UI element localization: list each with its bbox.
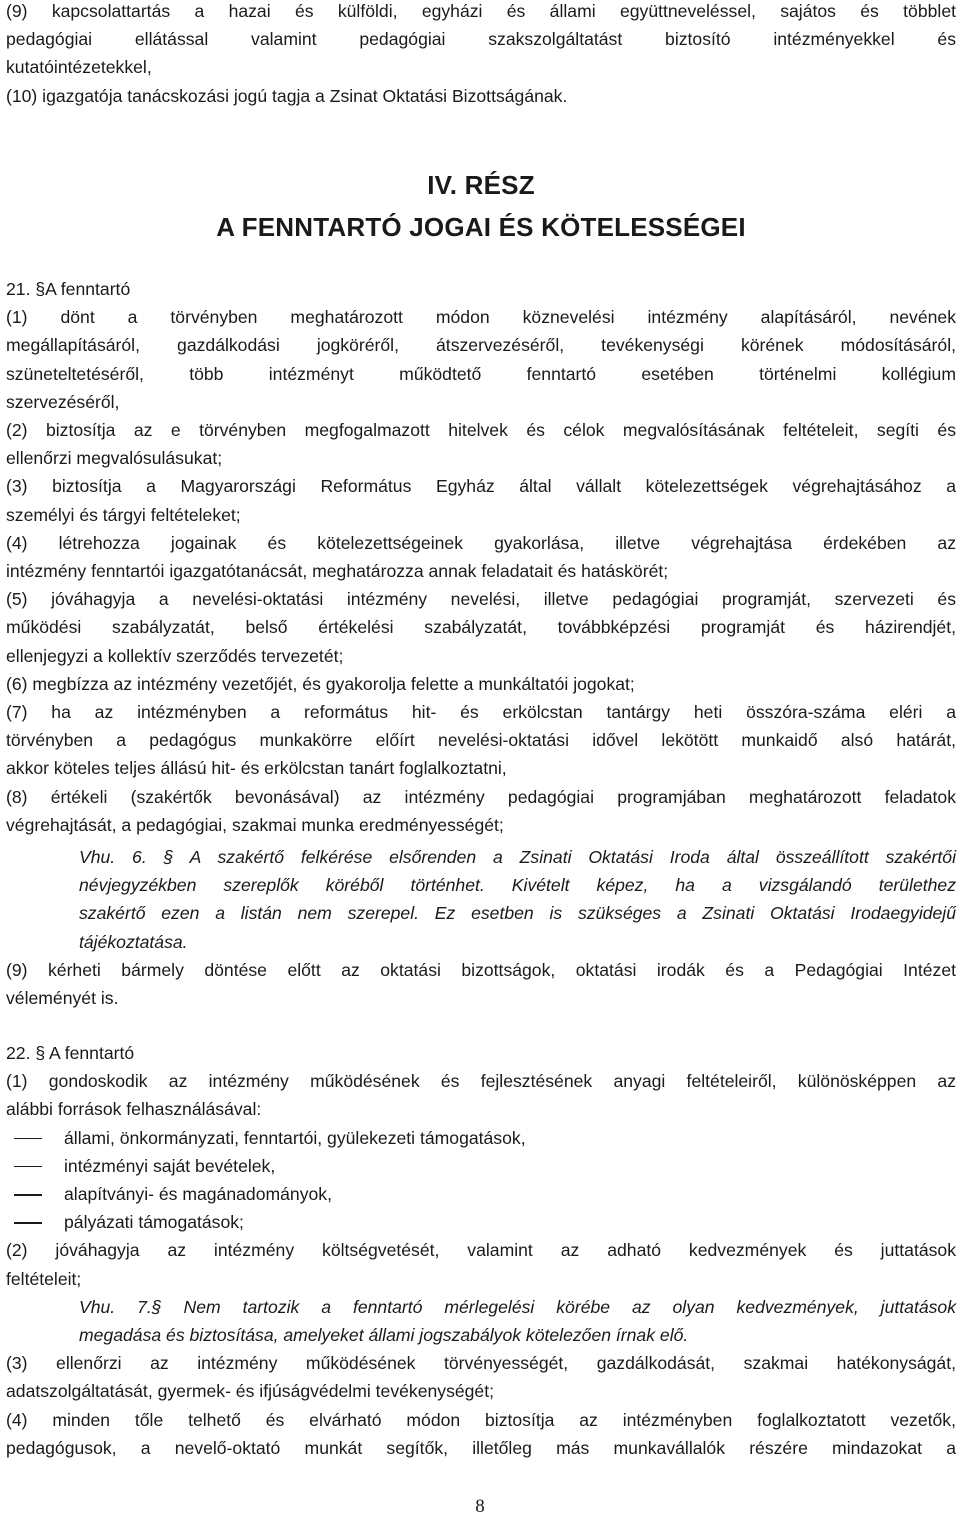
- s22-p3-l1: (3) ellenőrzi az intézmény működésének törvényességét, gazdálkodását, szakmai hatékonyságát,: [6, 1353, 956, 1374]
- item-10: (10) igazgatója tanácskozási jogú tagja a Zsinat Oktatási Bizottságának.: [6, 85, 568, 106]
- vhu6-l1: Vhu. 6. § A szakértő felkérése elsőrenden a Zsinati Oktatási Iroda által összeállított szakértői: [79, 847, 956, 868]
- part-number: IV. RÉSZ: [427, 170, 535, 200]
- vhu6-l3: szakértő ezen a listán nem szerepel. Ez esetben is szükséges a Zsinati Oktatási Irodaegyidejű: [79, 903, 956, 924]
- dash-bullet-icon: [14, 1194, 42, 1196]
- s21-p1-l3: szüneteltetéséről, több intézményt működtető fenntartó esetében történelmi kollégium: [6, 363, 956, 384]
- implementing-rule-7: [6, 1293, 956, 1349]
- list-item: alapítványi- és magánadományok,: [6, 1180, 956, 1208]
- vhu6-l4: tájékoztatása.: [79, 931, 188, 952]
- dash-bullet-icon: [14, 1166, 42, 1168]
- vhu7-l1: Vhu. 7.§ Nem tartozik a fenntartó mérlegelési körébe az olyan kedvezmények, juttatások: [79, 1296, 956, 1317]
- funding-sources-list: [6, 1124, 956, 1237]
- s21-p6-l1: (6) megbízza az intézmény vezetőjét, és gyakorolja felette a munkáltatói jogokat;: [6, 673, 635, 694]
- s21-p1-l2: megállapításáról, gazdálkodási jogköréről, átszervezéséről, tevékenységi körének módosításáról,: [6, 335, 956, 356]
- s21-p7-l1: (7) ha az intézményben a református hit- és erkölcstan tantárgy heti összóra-száma eléri a: [6, 702, 956, 723]
- s21-p8-l2: végrehajtását, a pedagógiai, szakmai munka eredményességét;: [6, 814, 504, 835]
- s22-p2-l2: feltételeit;: [6, 1268, 82, 1289]
- vhu6-l2: névjegyzékben szereplők köréből történhet. Kivételt képez, ha a vizsgálandó területhez: [79, 875, 956, 896]
- s21-p1-l4: szervezéséről,: [6, 391, 120, 412]
- s22-p4-l2: pedagógusok, a nevelő-oktató munkát segítők, illetőleg más munkavállalók részére mindazokat a: [6, 1437, 956, 1458]
- s21-p3-l2: személyi és tárgyi feltételeket;: [6, 504, 241, 525]
- part-heading: [6, 164, 956, 248]
- s21-p1-l1: (1) dönt a törvényben meghatározott módon köznevelési intézmény alapításáról, nevének: [6, 307, 956, 328]
- s21-p9-l1: (9) kérheti bármely döntése előtt az oktatási bizottságok, oktatási irodák és a Pedagógiai Intézet: [6, 959, 956, 980]
- continued-list: [6, 0, 956, 110]
- dash-bullet-icon: [14, 1222, 42, 1224]
- section-21-title: 21. §A fenntartó: [6, 279, 131, 299]
- implementing-rule-6: [6, 843, 956, 956]
- part-title: A FENNTARTÓ JOGAI ÉS KÖTELESSÉGEI: [216, 212, 746, 242]
- s21-p5-l2: működési szabályzatát, belső értékelési szabályzatát, továbbképzési programját és házirendjét,: [6, 617, 956, 638]
- s21-p5-l3: ellenjegyzi a kollektív szerződés tervezetét;: [6, 645, 344, 666]
- s21-p7-l2: törvényben a pedagógus munkakörre előírt nevelési-oktatási idővel lekötött munkaidő alsó határát,: [6, 730, 956, 751]
- s21-p2-l2: ellenőrzi megvalósulásukat;: [6, 448, 223, 469]
- item-9-line1: (9) kapcsolattartás a hazai és külföldi, egyházi és állami együttneveléssel, sajátos és többlet: [6, 1, 956, 21]
- s22-p4-l1: (4) minden tőle telhető és elvárható módon biztosítja az intézményben foglalkoztatott vezetők,: [6, 1409, 956, 1430]
- s21-p5-l1: (5) jóváhagyja a nevelési-oktatási intézmény nevelési, illetve pedagógiai programját, szervezeti és: [6, 589, 956, 610]
- s22-p1-l1: (1) gondoskodik az intézmény működésének és fejlesztésének anyagi feltételeiről, különösképpen az: [6, 1071, 956, 1092]
- page-number: 8: [475, 1496, 485, 1517]
- list-item: intézményi saját bevételek,: [6, 1152, 956, 1180]
- section-21: [6, 275, 956, 1012]
- dash-bullet-icon: [14, 1138, 42, 1140]
- item-9-line3: kutatóintézetekkel,: [6, 57, 152, 78]
- s21-p3-l1: (3) biztosítja a Magyarországi Református Egyház által vállalt kötelezettségek végrehajtásához a: [6, 476, 956, 497]
- s22-p1-l2: alábbi források felhasználásával:: [6, 1099, 262, 1120]
- s21-p2-l1: (2) biztosítja az e törvényben megfogalmazott hitelvek és célok megvalósításának feltételeit, segíti és: [6, 420, 956, 441]
- item-9-line2: pedagógiai ellátással valamint pedagógiai szakszolgáltatást biztosító intézményekkel és: [6, 29, 956, 50]
- s21-p9-l2: véleményét is.: [6, 988, 119, 1009]
- s21-p8-l1: (8) értékeli (szakértők bevonásával) az intézmény pedagógiai programjában meghatározott feladatok: [6, 786, 956, 807]
- section-22-title: 22. § A fenntartó: [6, 1043, 135, 1063]
- s22-p2-l1: (2) jóváhagyja az intézmény költségvetését, valamint az adható kedvezmények és juttatások: [6, 1240, 956, 1261]
- list-item: pályázati támogatások;: [6, 1208, 956, 1236]
- s21-p7-l3: akkor köteles teljes állású hit- és erkölcstan tanárt foglalkoztatni,: [6, 758, 507, 779]
- section-22: [6, 1039, 956, 1462]
- s21-p4-l2: intézmény fenntartói igazgatótanácsát, meghatározza annak feladatait és hatáskörét;: [6, 561, 669, 582]
- s22-p3-l2: adatszolgáltatását, gyermek- és ifjúságvédelmi tevékenységét;: [6, 1381, 494, 1402]
- list-item: állami, önkormányzati, fenntartói, gyülekezeti támogatások,: [6, 1124, 956, 1152]
- s21-p4-l1: (4) létrehozza jogainak és kötelezettségeinek gyakorlása, illetve végrehajtása érdekében az: [6, 532, 956, 553]
- vhu7-l2: megadása és biztosítása, amelyeket állami jogszabályok kötelezően írnak elő.: [79, 1325, 689, 1346]
